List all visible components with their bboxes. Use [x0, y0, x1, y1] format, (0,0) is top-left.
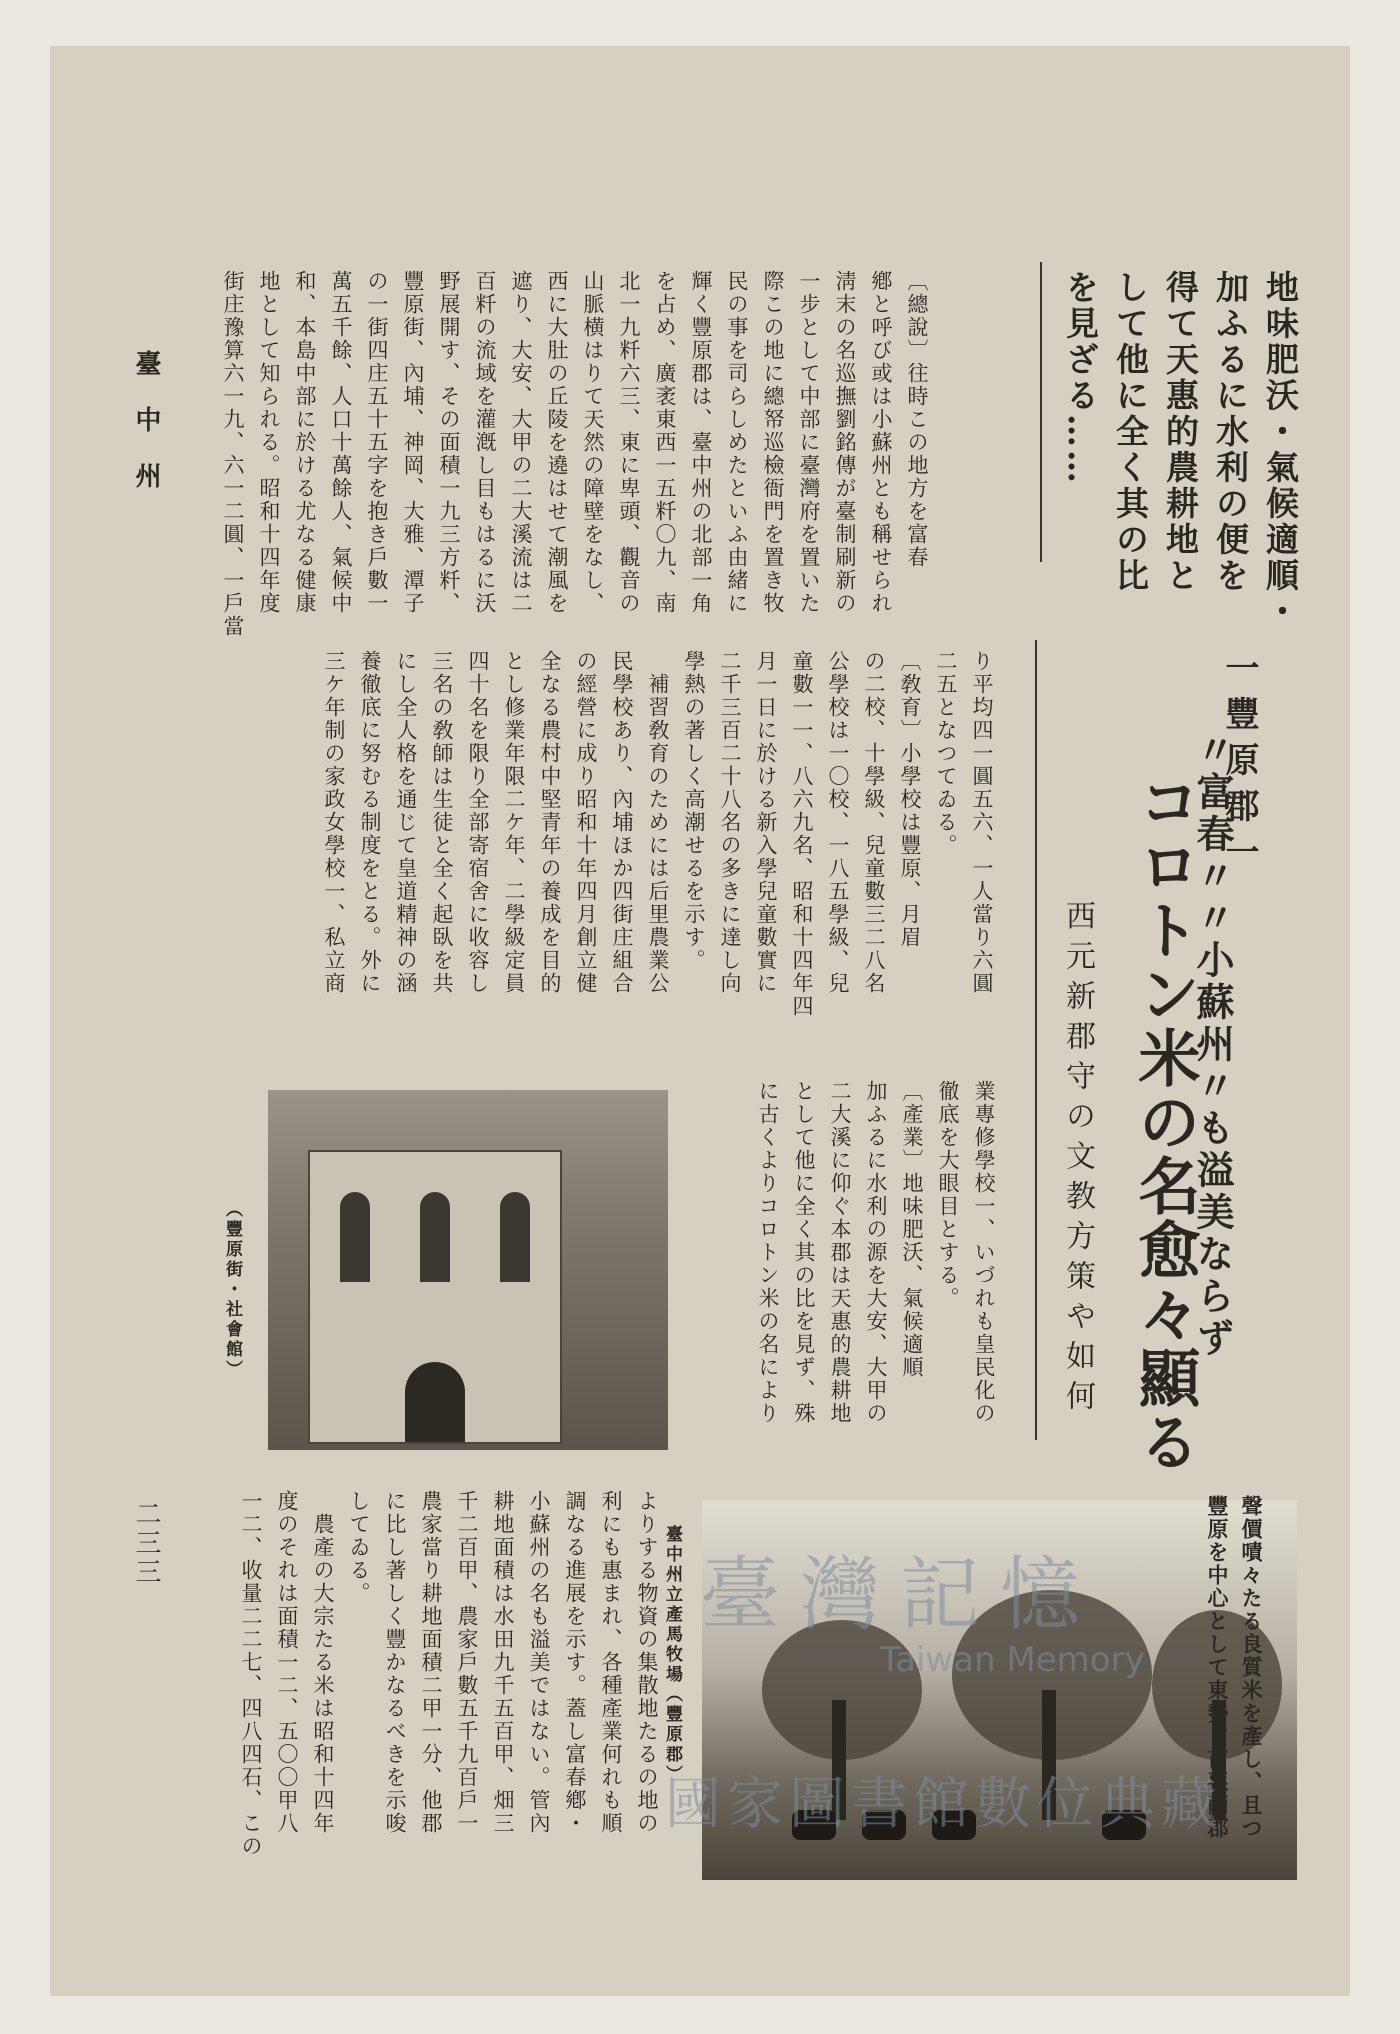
subheadline: 西元新郡守の文教方策や如何: [1060, 900, 1095, 1420]
lead-text: 地味肥沃・氣候適順・ 加ふるに水利の便を 得て天惠的農耕地と して他に全く其の比 を見ざる……: [1061, 270, 1300, 630]
watermark-library: 國家圖書館數位典藏: [665, 1772, 1223, 1837]
building-shape: [308, 1150, 562, 1444]
arched-door: [405, 1362, 465, 1442]
body-column-2: り平均四一圓五六、一人當り六圓 二五となつてゐる。 〔敎育〕小學校は豐原、月眉 の二校、十學級、兒童數三二八名 公學校は一〇校、一八五學級、兒 童數一一、八六九名、昭和十四年四 月一日に於ける新入學兒童數實に 二千三百二十八名の多きに達し向 學熱の著しく高潮せるを示す。 補習敎育のためには后里農業公 民學校あり、內埔ほか四街庄組合 の經營に成り昭和十年四月創立健 全なる農村中堅青年の養成を目的 とし修業年限二ケ年、二學級定員 四十名を限り全部寄宿舍に收容し 三名の敎師は生徒と全く起臥を共 にし全人格を通じて皇道精神の涵 養徹底に努むる制度をとる。外に 三ケ年制の家政女學校一、私立商: [322, 650, 994, 1018]
arched-window: [340, 1192, 370, 1282]
watermark-title: 臺灣記憶: [700, 1548, 1100, 1641]
headline-small: 〃富春〃〃小蘇州〃も溢美ならず: [1190, 730, 1235, 1360]
body-column-4: よりする物資の集散地たるの地の 利にも惠まれ、各種產業何れも順 調なる進展を示す。蓋し富春鄕・ 小蘇州の名も溢美ではない。管內 耕地面積は水田九千五百甲、畑三 千二百甲、農家戶數五千九百戶一 農家當り耕地面積二甲一分、他郡 に比し著しく豐かなるべきを示唆 してゐる。 農產の大宗たる米は昭和十四年 度のそれは面積一二、五〇〇甲八 一二、收量二二七、四八四石、この: [239, 1490, 659, 1858]
body-column-3: 業專修學校一、いづれも皇民化の 徹底を大眼目とする。 〔產業〕地味肥沃、氣候適順 加ふるに水利の源を大安、大甲の 二大溪に仰ぐ本郡は天惠的農耕地 として他に全く其の比を見ず、殊 に古くよりコロトン米の名により: [756, 1080, 996, 1425]
photo-caption-rice: 聲價嘖々たる良質米を產し、且つ 豐原を中心として東勢、苗栗兩郡: [1205, 1495, 1264, 1840]
photo-caption-social-hall: （豐原街・社會館）: [222, 1200, 242, 1380]
arched-window: [500, 1192, 530, 1282]
arched-window: [420, 1192, 450, 1282]
running-head: 臺中州: [131, 350, 161, 518]
headline-rule: [1035, 640, 1037, 1440]
body-column-1: 〔總說〕往時この地方を富春 鄕と呼び或は小蘇州とも稱せられ 淸末の名巡撫劉銘傳が臺制刷新の 一步として中部に臺灣府を置いた 際この地に總帑巡檢衙門を置き牧 民の事を司らしめたといふ由緒に 輝く豐原郡は、臺中州の北部一角 を占め、廣袤東西一五粁〇九、南 北一九粁六三、東に卑頭、觀音の 山脈横はりて天然の障壁をなし、 西に大肚の丘陵を遶はせて潮風を 遮り、大安、大甲の二大溪流は二 百粁の流域を灌漑し目もはるに沃 野展開す、その面積一九三方粁、 豐原街、內埔、神岡、大雅、潭子 の一街四庄五十五字を抱き戶數一 萬五千餘、人口十萬餘人、氣候中 和、本島中部に於ける尤なる健康 地として知られる。昭和十四年度 街庄豫算六一九、六一二圓、一戶當: [221, 270, 929, 638]
page-number: 二三三: [131, 1500, 161, 1587]
lead-rule-left: [1040, 262, 1042, 562]
section-title: 一豐原郡一: [1219, 650, 1259, 880]
watermark-english: Taiwan Memory: [880, 1640, 1145, 1680]
photo-social-hall: [268, 1090, 668, 1450]
headline-big: コロトン米の名愈々顯る: [1128, 770, 1201, 1474]
photo-caption-horse-ranch: 臺中州立產馬牧場（豐原郡）: [662, 1525, 682, 1785]
